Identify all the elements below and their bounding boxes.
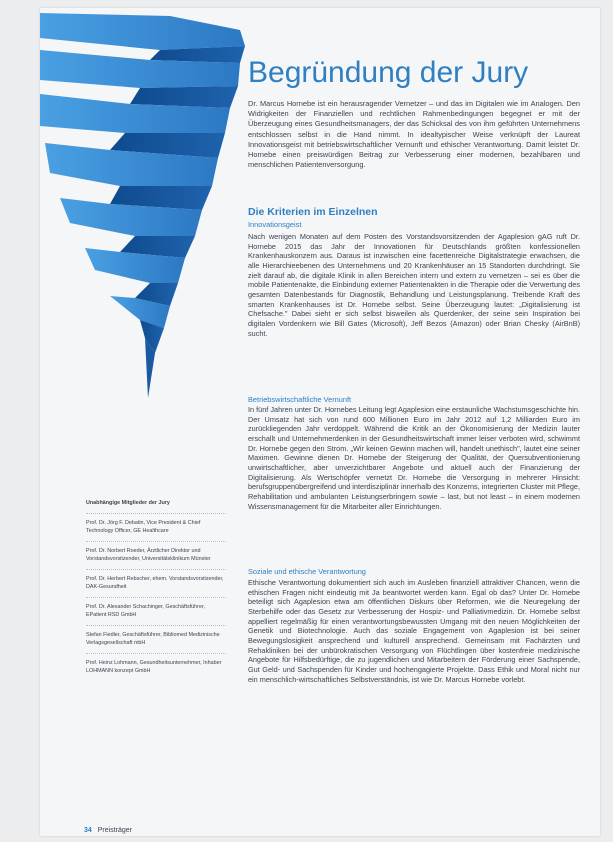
section-heading-economics: Betriebswirtschaftliche Vernunft [248,395,352,404]
section-heading-innovation: Innovationsgeist [248,220,302,229]
section-text-innovation: Nach wenigen Monaten auf dem Posten des Vorstandsvorsitzenden der Agaplesion gAG ruft Dr. Hornebe 2015 das Jahr der Innovationen für Deutschlands größten konfessionellen Krankenhauskonzern aus. Daraus ist inzwischen eine facettenreiche Digitalstrategie erwachsen, die alle Hierarchieebenen des Unternehmens und 20 Krankenhäuser an 15 Standorten durchdringt. Sie zielt darauf ab, die digitale Klinik in allen Bereichen intern und extern zu vernetzen – sei es über die mobile Patientenakte, die Einbindung externer Patientenakten in die Therapie oder die Verwertung des gesamten Datenbestands für Diagnostik, Behandlung und Leistungsplanung. Treibende Kraft des smarten Krankenhauses ist Dr. Hornebe selbst. Seine Überzeugung lautet: „Digitalisierung ist Chefsache." Dabei sieht er sich selbst bisweilen als Querdenker, der seine sein Inspiration bei digitalen Vordenkern wie Bill Gates (Microsoft), Jeff Bezos (Amazon) oder Brian Chesky (AirBnB) sucht. [248,232,580,338]
footer-section-label: Preisträger [97,827,132,834]
page-number: 34 [84,827,92,834]
blue-ribbon-graphic [40,8,255,403]
page-footer [84,827,132,834]
section-text-economics: In fünf Jahren unter Dr. Hornebes Leitung legt Agaplesion eine erstaunliche Wachstumsgeschichte hin. Der Umsatz hat sich von rund 600 Millionen Euro im Jahr 2012 auf 1,2 Milliarden Euro im zurückliegenden Jahr verdoppelt. Während die Kritik an der Ökonomisierung der Medizin lauter erschallt und Unternehmerdenken in der Gesundheitswirtschaft immer leiser verboten wird, schwimmt Dr. Hornebe gegen den Strom. „Wir keinen Gewinn machen will, handelt unethisch", lautet eine seiner Maximen. Gewinne dienen Dr. Hornebe der Steigerung der Qualität, der Quersubventionierung unwirtschaftlicher, aber unverzichtbarer Angebote und aktuell auch der Finanzierung der Digitalisierung. Als Wertschöpfer vernetzt Dr. Hornebe die Versorgung in mehrerer Hinsicht: berufsgruppenübergreifend und interdisziplinär innerhalb des Konzerns, integrierten Cluster mit Pflege, Rehabilitation und ambulanten Leistungserbringern sowie – last, but not least – in einem modernen Wissensmanagement für die Mitarbeiter aller Einrichtungen. [248,405,580,511]
intro-paragraph: Dr. Marcus Hornebe ist ein herausragender Vernetzer – und das im Digitalen wie im Analogen. Den Widrigkeiten der Finanziellen und rechtlichen Rahmenbedingungen begegnet er mit der Überzeugung eines Gesundheitsmanagers, der das Schicksal des von ihm geführten Unternehmens entschlossen selbst in die Hand nimmt. In idealtypischer Weise verknüpft der Laureat Innovationsgeist mit betriebswirtschaftlicher Vernunft und ethischer Verantwortung. Damit leistet Dr. Hornebe einen preiswürdigen Beitrag zur Verbesserung einer modernen, bezahlbaren und menschlichen Patientenversorgung. [248,99,580,170]
criteria-heading: Die Kriterien im Einzelnen [248,206,378,218]
jury-member: Prof. Dr. Alexander Schachinger, Geschäftsführer, EPatient RSD GmbH [86,597,226,619]
section-text-ethics: Ethische Verantwortung dokumentiert sich auch im Ausleben finanziell attraktiver Chancen, wenn die ethischen Fragen nicht eindeutig mit Ja beantwortet werden kann. Egal ob das? Unter Dr. Hornebe beteiligt sich Agaplesion etwa am öffentlichen Diskurs über Reformen, wie die Neuregelung der Sterbehilfe oder das Gesetz zur Verbesserung der Hospiz- und Palliativmedizin. Dr. Hornebe selbst appelliert regelmäßig für einen verantwortungsbewussten Umgang mit den neuen Möglichkeiten der Genetik und Biotechnologie. Auch das soziale Engagement von Agaplesion ist bei seiner Bewegungslosigkeit ansprechend und kulturell ansprechend. Gemeinsam mit Fachärzten und Rehakliniken bei der unbürokratischen Versorgung von Flüchtlingen über kostenfreie medizinische Angebote für Hilfsbedürftige, die zu jugendlichen und Mitarbeitern der Förderung einer Sachspende, Gut Geld- und Sachspenden für Kinder und hochengagierte Projekte. Dass Ethik und Moral nicht nur ein menschlich-wirtschaftliches Selbstverständnis, ist wie Dr. Marcus Hornebe vorlebt. [248,578,580,684]
page-title: Begründung der Jury [248,56,529,89]
jury-member: Prof. Dr. Herbert Rebscher, ehem. Vorstandsvorsitzender, DAK-Gesundheit [86,569,226,591]
jury-member: Prof. Dr. Jörg F. Debatin, Vice President & Chief Technology Officer, GE Healthcare [86,513,226,535]
jury-sidebar [86,499,226,675]
jury-member: Prof. Dr. Norbert Roeder, Ärztlicher Direktor und Vorstandsvorsitzender, Universitätsklinikum Münster [86,541,226,563]
jury-member: Stefan Fiedler, Geschäftsführer, Bibliomed Medizinische Verlagsgesellschaft mbH [86,625,226,647]
section-heading-ethics: Soziale und ethische Verantwortung [248,567,366,576]
jury-heading: Unabhängige Mitglieder der Jury [86,500,170,506]
jury-member: Prof. Heinz Lohmann, Gesundheitsunternehmer, Inhaber LOHMANN konzept GmbH [86,653,226,675]
